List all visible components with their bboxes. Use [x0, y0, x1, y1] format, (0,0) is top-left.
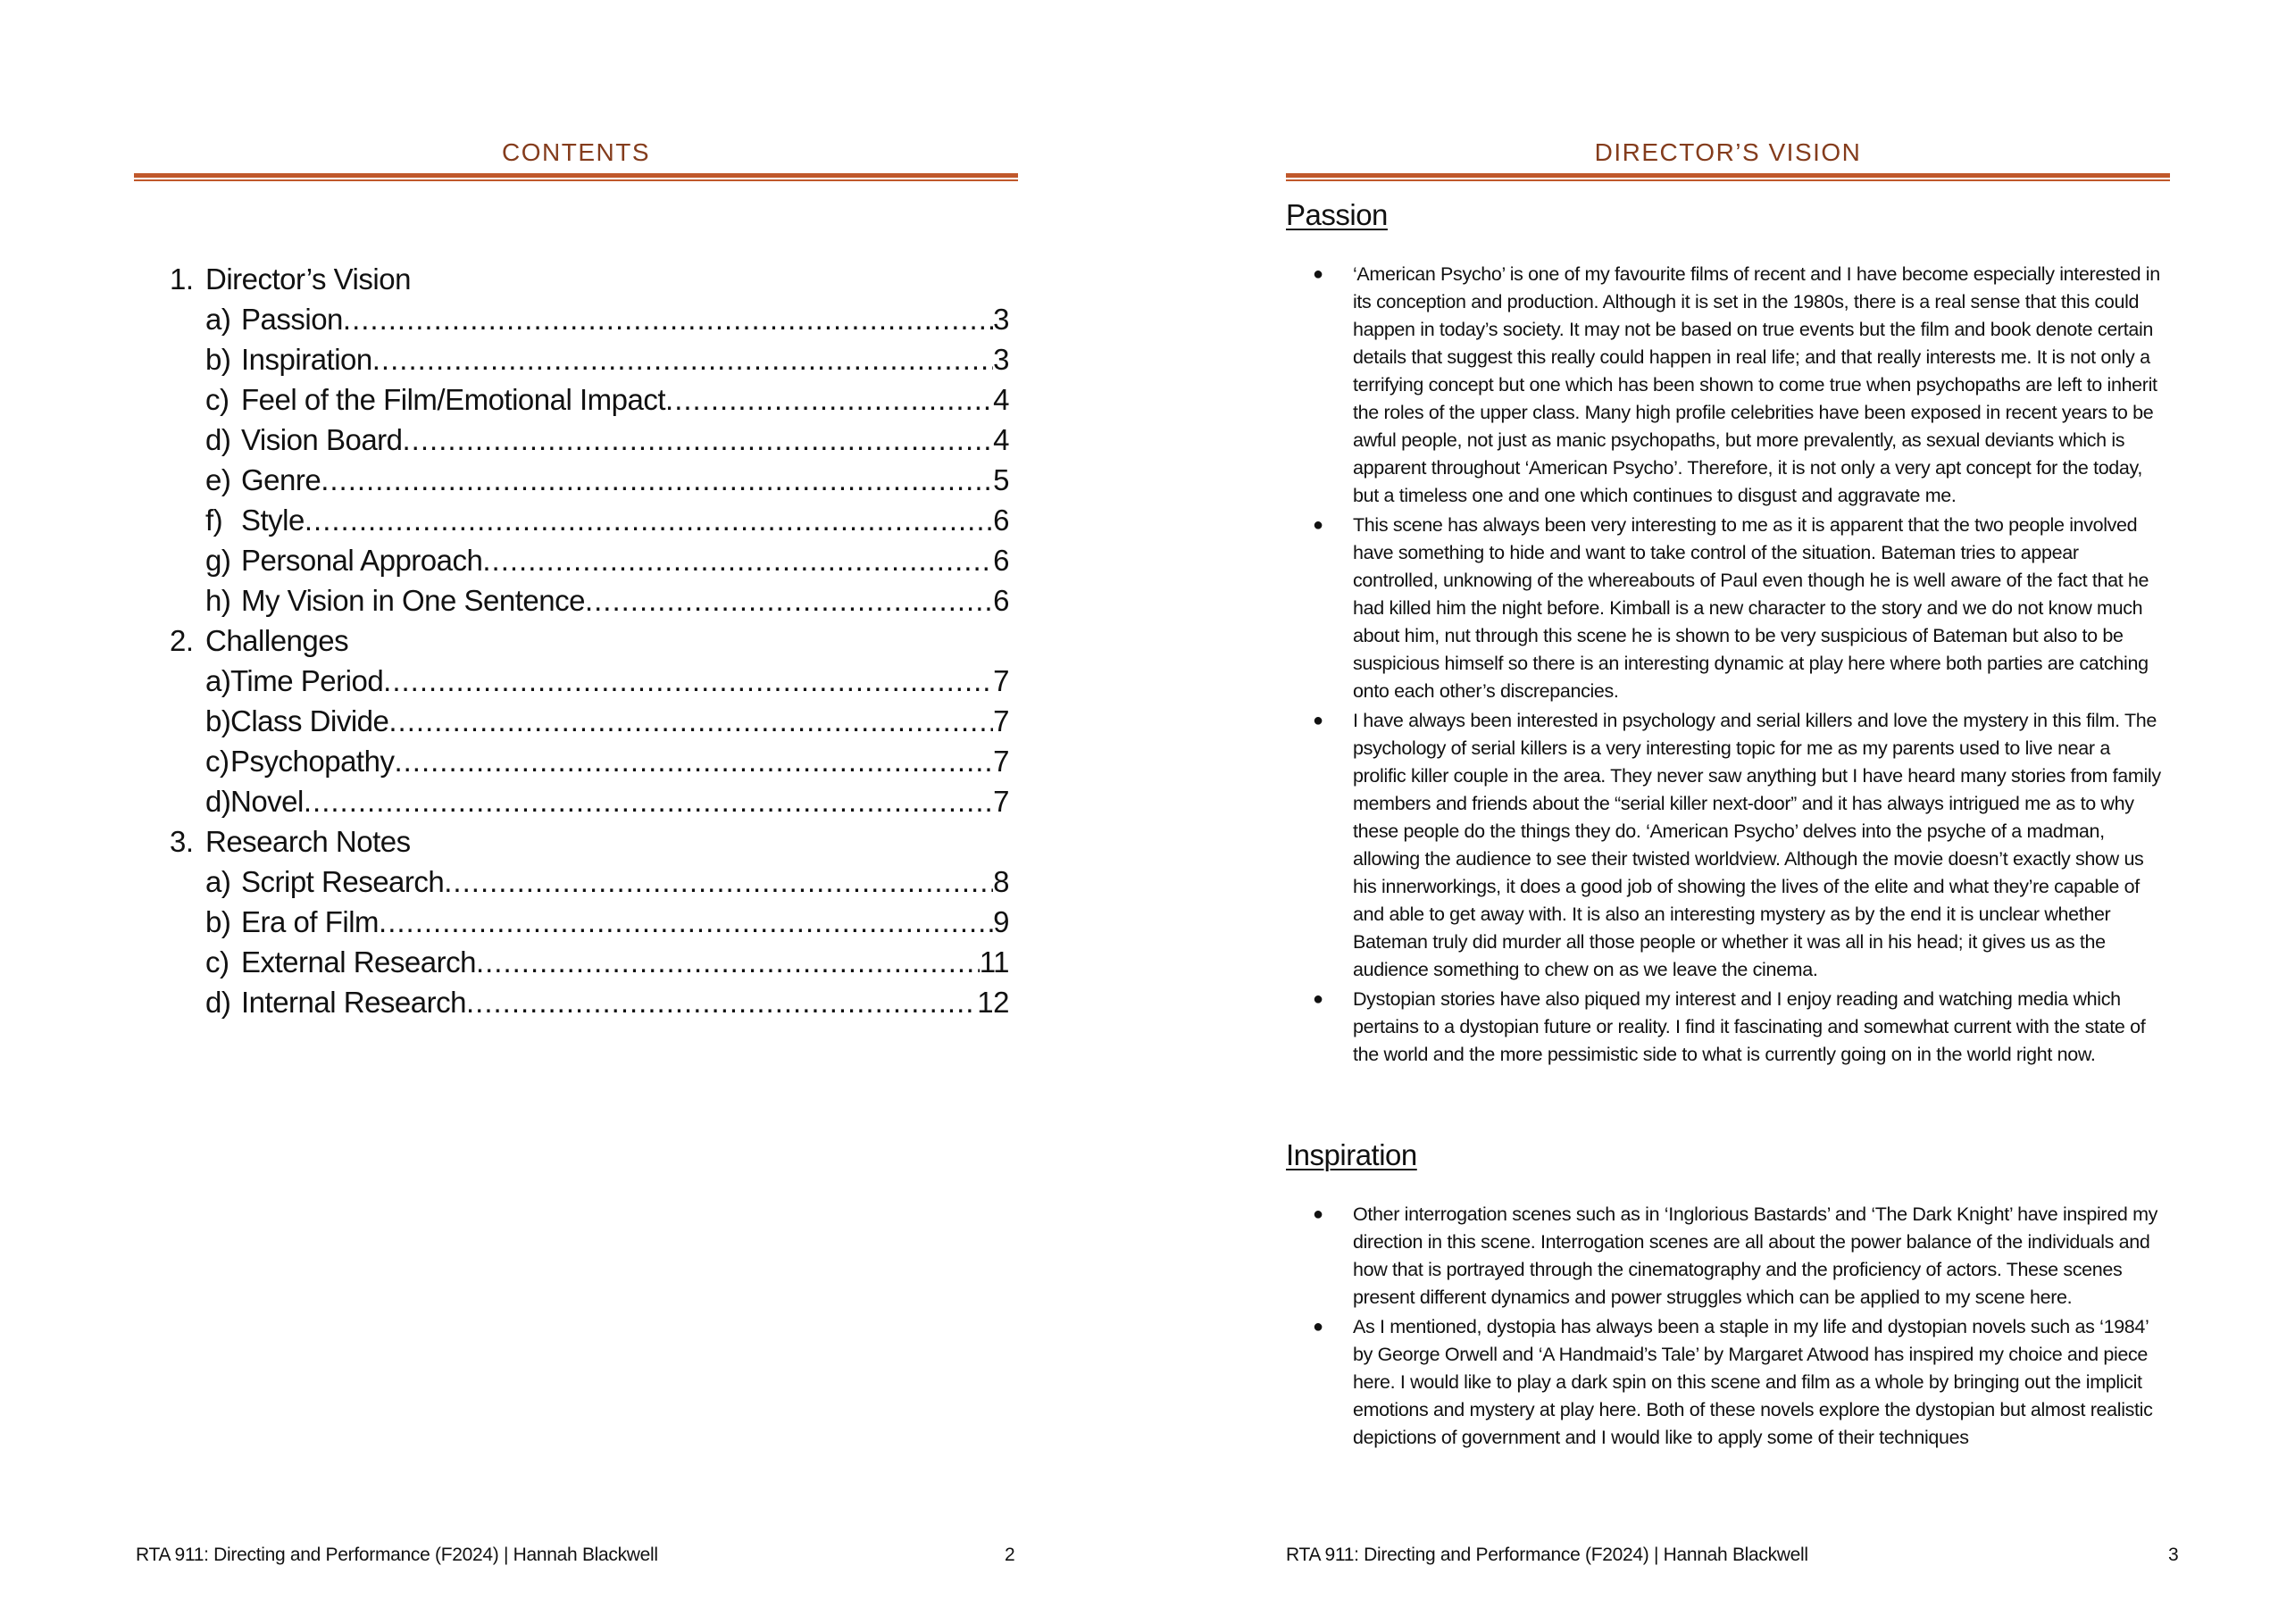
- dot-leader: [476, 942, 980, 982]
- toc-entry-letter: h): [205, 584, 231, 617]
- toc-entry-letter: d): [205, 423, 231, 456]
- toc-entry-page: 6: [993, 504, 1009, 537]
- toc-entry-letter: b): [205, 704, 231, 737]
- toc-entry[interactable]: [205, 580, 1009, 620]
- dot-leader: [403, 420, 994, 460]
- toc-entry-page: 5: [993, 463, 1009, 496]
- dot-leader: [343, 299, 993, 339]
- toc-entry-letter: b): [205, 905, 231, 938]
- toc-section-number: 3.: [170, 825, 194, 858]
- toc-entry-letter: a): [205, 303, 231, 336]
- bullet-item: [1304, 707, 2161, 984]
- toc-entry[interactable]: [205, 661, 1009, 701]
- toc-entry-title: Vision Board: [241, 423, 403, 456]
- dot-leader: [388, 701, 993, 741]
- toc-section-title: Challenges: [205, 624, 349, 657]
- toc-entry-title: Personal Approach: [241, 544, 483, 577]
- bullet-text: This scene has always been very interesting to me as it is apparent that the two people involved have something to hide and want to take control of the situation. Bateman tries to appear controlled, unknowing of the whereabouts of Paul even though he is well aware of the fact that he had killed him the night before. Kimball is a new character to the story and we do not know much about him, nut through this scene he is shown to be very suspicious of Bateman but also to be suspicious himself so there is an interesting dynamic at play here where both parties are catching onto each other’s discrepancies.: [1353, 514, 2149, 702]
- header-rule-thick: [134, 173, 1018, 178]
- toc-entry-page: 6: [993, 584, 1009, 617]
- dot-leader: [585, 580, 993, 620]
- header-rule: [134, 173, 1018, 182]
- toc-entry-letter: c): [205, 745, 230, 778]
- dot-leader: [444, 862, 993, 902]
- toc-entry-title: Genre: [241, 463, 321, 496]
- footer-course-text: RTA 911: Directing and Performance (F2024) | Hannah Blackwell: [1286, 1545, 1808, 1565]
- header-rule: [1286, 173, 2170, 182]
- dot-leader: [305, 500, 993, 540]
- toc-section-number: 1.: [170, 262, 194, 296]
- toc-entry-page: 4: [993, 383, 1009, 416]
- bullet-icon: ●: [1313, 264, 1323, 284]
- dot-leader: [379, 902, 993, 942]
- toc-entry-letter: f): [205, 504, 223, 537]
- toc-entry[interactable]: [205, 379, 1009, 420]
- toc-entry-page: 6: [993, 544, 1009, 577]
- bullet-icon: ●: [1313, 1204, 1323, 1224]
- toc-entry[interactable]: [205, 701, 1009, 741]
- toc-entry[interactable]: [205, 460, 1009, 500]
- bullet-text: Dystopian stories have also piqued my interest and I enjoy reading and watching media which pertains to a dystopian future or reality. I find it fascinating and somewhat current with the state of the world and the more pessimistic side to what is currently going on in the world right now.: [1353, 988, 2146, 1065]
- toc-entry-letter: b): [205, 343, 231, 376]
- running-head-directors-vision: DIRECTOR’S VISION: [1594, 138, 1862, 166]
- toc-entry-title: Time Period: [230, 664, 384, 697]
- toc-entry-letter: e): [205, 463, 231, 496]
- passion-bullet-list: [1304, 261, 2161, 1070]
- toc-entry-page: 3: [993, 343, 1009, 376]
- section-heading-inspiration: Inspiration: [1286, 1138, 1417, 1171]
- toc-entry[interactable]: [205, 741, 1009, 781]
- toc-entry-page: 8: [993, 865, 1009, 898]
- toc-entry-page: 7: [993, 785, 1009, 818]
- toc-entry-page: 11: [979, 945, 1009, 979]
- directors-vision-page: [1148, 0, 2295, 1624]
- toc-section[interactable]: [170, 620, 1018, 661]
- toc-entry-letter: a): [205, 664, 231, 697]
- toc-entry-letter: d): [205, 785, 231, 818]
- header-rule-thick: [1286, 173, 2170, 178]
- toc-entry-title: Psychopathy: [230, 745, 395, 778]
- toc-entry-title: Class Divide: [230, 704, 389, 737]
- toc-entry-title: Feel of the Film/Emotional Impact: [241, 383, 666, 416]
- running-head-contents: CONTENTS: [502, 138, 650, 166]
- bullet-item: [1304, 1201, 2161, 1312]
- toc-entry-letter: c): [205, 945, 230, 979]
- toc-entry-title: Style: [241, 504, 305, 537]
- dot-leader: [321, 460, 993, 500]
- section-heading-passion: Passion: [1286, 198, 1388, 231]
- toc-entry-title: Novel: [230, 785, 304, 818]
- footer-page-number: 2: [1005, 1545, 1015, 1565]
- bullet-item: [1304, 261, 2161, 510]
- toc-section-title: Research Notes: [205, 825, 411, 858]
- dot-leader: [665, 379, 993, 420]
- bullet-text: ‘American Psycho’ is one of my favourite films of recent and I have become especially interested in its conception and production. Although it is set in the 1980s, there is a real sense that this could happen in today’s society. It may not be based on true events but the film and book denote certain details that suggest this really could happen in real life; and that really interests me. It is not only a terrifying concept but one which has been shown to come true when psychopaths are left to inherit the roles of the upper class. Many high profile celebrities have been exposed in recent years to be awful people, not just as manic psychopaths, but more prevalently, as sexual deviants which is apparent throughout ‘American Psycho’. Therefore, it is not only a very apt concept for the today, but a timeless one and one which continues to disgust and aggravate me.: [1353, 263, 2160, 506]
- toc-section[interactable]: [170, 259, 1018, 299]
- toc-entry-letter: a): [205, 865, 231, 898]
- bullet-icon: ●: [1313, 515, 1323, 535]
- bullet-text: As I mentioned, dystopia has always been a staple in my life and dystopian novels such as ‘1984’ by George Orwell and ‘A Handmaid’s Tale’ by Margaret Atwood has inspired my choice and piece here. I would like to play a dark spin on this scene and film as a whole by bringing out the implicit emotions and mystery at play here. Both of these novels explore the dystopian but almost realistic depictions of government and I would like to apply some of their techniques: [1353, 1316, 2153, 1448]
- toc-section[interactable]: [170, 821, 1018, 862]
- toc-entry-title: Era of Film: [241, 905, 380, 938]
- dot-leader: [466, 982, 977, 1022]
- toc-entry-page: 9: [993, 905, 1009, 938]
- toc-entry-page: 7: [993, 664, 1009, 697]
- toc-entry[interactable]: [205, 902, 1009, 942]
- toc-entry[interactable]: [205, 982, 1009, 1022]
- bullet-item: [1304, 1313, 2161, 1452]
- dot-leader: [304, 781, 993, 821]
- table-of-contents: [170, 259, 1018, 1022]
- footer-course-text: RTA 911: Directing and Performance (F2024) | Hannah Blackwell: [136, 1545, 658, 1565]
- bullet-text: I have always been interested in psychology and serial killers and love the mystery in this film. The psychology of serial killers is a very interesting topic for me as my parents used to live near a prolific killer couple in the area. They never saw anything but I have heard many stories from family members and friends about the “serial killer next-door” and it has always intrigued me as to why these people do the things they do. ‘American Psycho’ delves into the psyche of a madman, allowing the audience to see their twisted worldview. Although the movie doesn’t exactly show us his innerworkings, it does a good job of showing the lives of the elite and what they’re capable of and able to get away with. It is also an interesting mystery as by the end it is unclear whether Bateman truly did murder all those people or whether it was all in his head; it gives us as the audience something to chew on as we leave the cinema.: [1353, 710, 2161, 980]
- toc-entry-title: Script Research: [241, 865, 445, 898]
- inspiration-bullet-list: [1304, 1201, 2161, 1453]
- toc-entry[interactable]: [205, 339, 1009, 379]
- toc-entry[interactable]: [205, 942, 1009, 982]
- toc-entry-title: External Research: [241, 945, 476, 979]
- bullet-text: Other interrogation scenes such as in ‘Inglorious Bastards’ and ‘The Dark Knight’ have inspired my direction in this scene. Interrogation scenes are all about the power balance of the individuals and how that is portrayed through the cinematography and the proficiency of actors. These scenes present different dynamics and power struggles which can be applied to my scene here.: [1353, 1203, 2158, 1308]
- dot-leader: [394, 741, 993, 781]
- bullet-icon: ●: [1313, 989, 1323, 1009]
- header-rule-thin: [1286, 179, 2170, 181]
- toc-entry-title: My Vision in One Sentence: [241, 584, 585, 617]
- header-rule-thin: [134, 179, 1018, 181]
- bullet-icon: ●: [1313, 711, 1323, 730]
- dot-leader: [372, 339, 993, 379]
- toc-entry[interactable]: [205, 781, 1009, 821]
- toc-entry-title: Internal Research: [241, 986, 466, 1019]
- toc-entry[interactable]: [205, 500, 1009, 540]
- toc-entry-page: 3: [993, 303, 1009, 336]
- bullet-item: [1304, 512, 2161, 705]
- bullet-icon: ●: [1313, 1317, 1323, 1337]
- dot-leader: [482, 540, 993, 580]
- toc-entry[interactable]: [205, 299, 1009, 339]
- toc-entry-letter: c): [205, 383, 230, 416]
- dot-leader: [383, 661, 993, 701]
- toc-entry-page: 7: [993, 704, 1009, 737]
- toc-entry[interactable]: [205, 540, 1009, 580]
- toc-section-title: Director’s Vision: [205, 262, 411, 296]
- toc-entry[interactable]: [205, 420, 1009, 460]
- footer-page-number: 3: [2168, 1545, 2179, 1565]
- toc-entry[interactable]: [205, 862, 1009, 902]
- toc-entry-page: 12: [977, 986, 1009, 1019]
- toc-entry-page: 4: [993, 423, 1009, 456]
- toc-entry-letter: g): [205, 544, 231, 577]
- toc-entry-title: Passion: [241, 303, 343, 336]
- toc-entry-page: 7: [993, 745, 1009, 778]
- toc-section-number: 2.: [170, 624, 194, 657]
- toc-entry-title: Inspiration: [241, 343, 372, 376]
- toc-entry-letter: d): [205, 986, 231, 1019]
- bullet-item: [1304, 986, 2161, 1069]
